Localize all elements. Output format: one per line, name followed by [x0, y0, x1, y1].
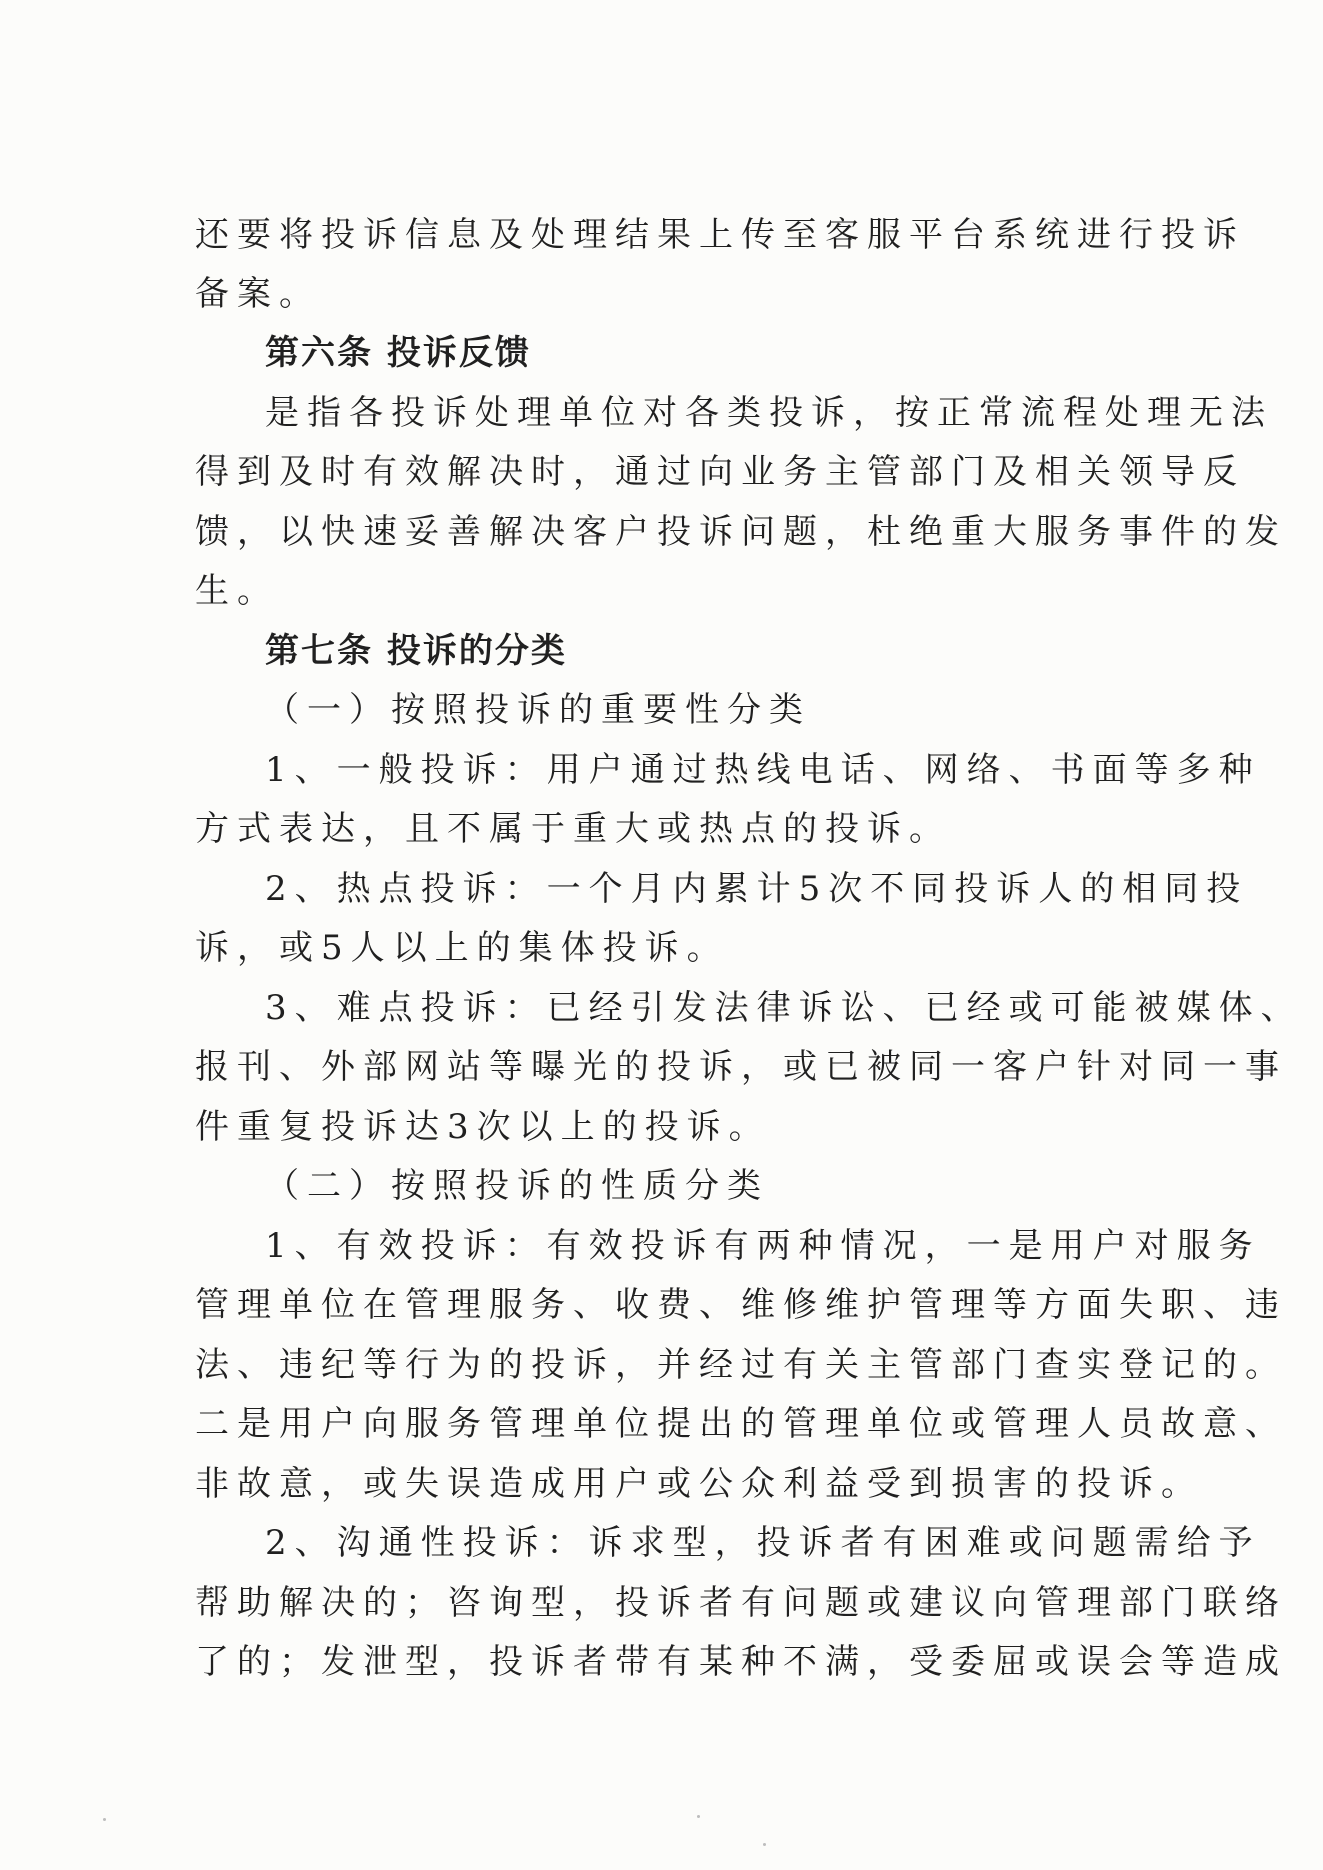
scan-speck	[103, 1818, 106, 1821]
body-line: 了的；发泄型，投诉者带有某种不满，受委屈或误会等造成	[195, 1642, 1287, 1682]
body-line: 馈，以快速妥善解决客户投诉问题，杜绝重大服务事件的发	[195, 512, 1287, 552]
article-heading: 第七条 投诉的分类	[265, 631, 567, 671]
body-line: 管理单位在管理服务、收费、维修维护管理等方面失职、违	[195, 1285, 1287, 1325]
body-line: 得到及时有效解决时，通过向业务主管部门及相关领导反	[195, 452, 1245, 492]
body-line: 件重复投诉达3次以上的投诉。	[195, 1107, 771, 1147]
scan-speck	[697, 1815, 700, 1818]
body-line: 方式表达，且不属于重大或热点的投诉。	[195, 809, 951, 849]
body-line: 非故意，或失误造成用户或公众利益受到损害的投诉。	[195, 1464, 1203, 1504]
section-heading: （一）按照投诉的重要性分类	[265, 690, 811, 730]
body-line: 2、沟通性投诉：诉求型，投诉者有困难或问题需给予	[265, 1523, 1261, 1563]
body-line: 1、一般投诉：用户通过热线电话、网络、书面等多种	[265, 750, 1261, 790]
body-line: 1、有效投诉：有效投诉有两种情况，一是用户对服务	[265, 1226, 1261, 1266]
section-heading: （二）按照投诉的性质分类	[265, 1166, 769, 1206]
body-line: 备案。	[195, 274, 321, 314]
body-line: 生。	[195, 571, 279, 611]
scan-speck	[763, 1843, 766, 1846]
article-heading: 第六条 投诉反馈	[265, 333, 531, 373]
body-line: 还要将投诉信息及处理结果上传至客服平台系统进行投诉	[195, 215, 1245, 255]
body-line: 二是用户向服务管理单位提出的管理单位或管理人员故意、	[195, 1404, 1287, 1444]
body-line: 报刊、外部网站等曝光的投诉，或已被同一客户针对同一事	[195, 1047, 1287, 1087]
body-line: 是指各投诉处理单位对各类投诉，按正常流程处理无法	[265, 393, 1273, 433]
body-line: 3、难点投诉：已经引发法律诉讼、已经或可能被媒体、	[265, 988, 1303, 1028]
body-line: 法、违纪等行为的投诉，并经过有关主管部门查实登记的。	[195, 1345, 1287, 1385]
body-line: 帮助解决的；咨询型，投诉者有问题或建议向管理部门联络	[195, 1583, 1287, 1623]
body-line: 诉，或5人以上的集体投诉。	[195, 928, 729, 968]
body-line: 2、热点投诉：一个月内累计5次不同投诉人的相同投	[265, 869, 1249, 909]
